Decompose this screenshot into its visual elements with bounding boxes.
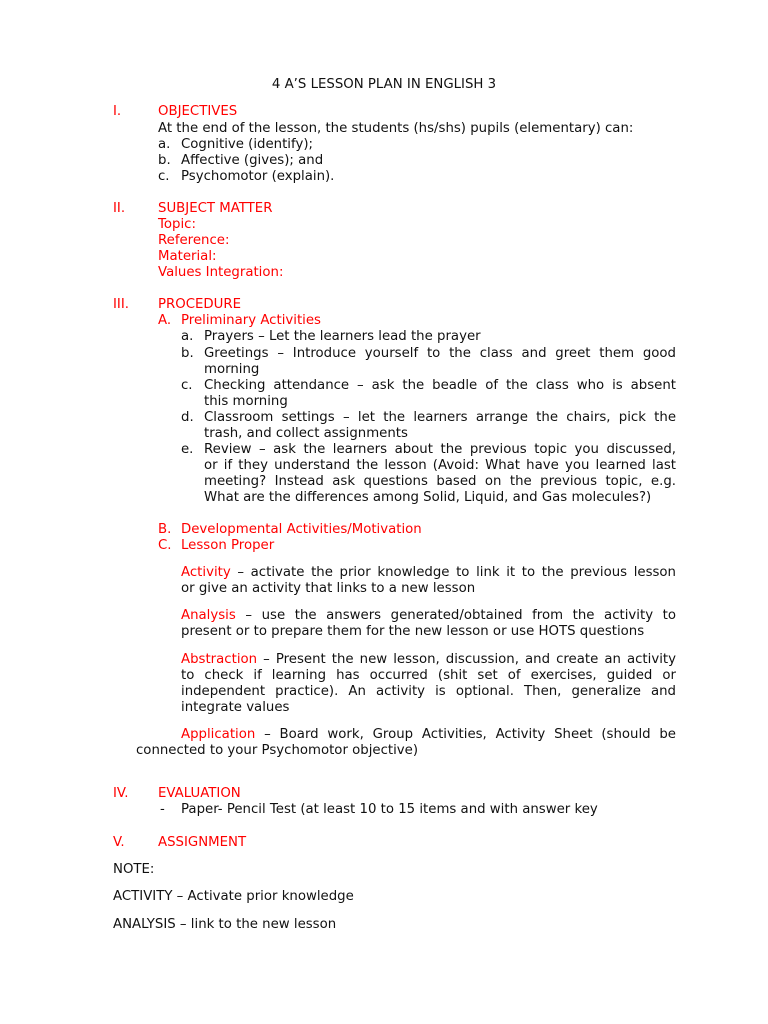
lesson-paragraph-application: [181, 727, 676, 743]
lesson-paragraph-activity: [181, 565, 676, 581]
lesson-paragraph-analysis: [181, 608, 676, 624]
section-number-assignment: V.: [113, 835, 125, 850]
activity-marker: c.: [181, 378, 193, 393]
activity-marker: d.: [181, 410, 194, 425]
subsection-marker: C.: [158, 538, 172, 553]
objective-item: Cognitive (identify);: [181, 137, 313, 152]
objective-marker: b.: [158, 153, 171, 168]
subsection-developmental-activities: Developmental Activities/Motivation: [181, 522, 422, 537]
section-heading-assignment: ASSIGNMENT: [158, 835, 247, 850]
document-title: 4 A’S LESSON PLAN IN ENGLISH 3: [271, 77, 497, 92]
activity-line: What are the differences among Solid, Liquid, and Gas molecules?): [204, 490, 652, 505]
paragraph-line: integrate values: [181, 700, 290, 715]
section-heading-objectives: OBJECTIVES: [158, 104, 238, 119]
paragraph-text: – Board work, Group Activities, Activity Sheet (should be: [255, 727, 676, 742]
evaluation-item: Paper- Pencil Test (at least 10 to 15 items and with answer key: [181, 802, 598, 817]
objective-item: Psychomotor (explain).: [181, 169, 335, 184]
activity-line: Checking attendance – ask the beadle of the class who is absent: [204, 378, 676, 393]
term-abstraction: Abstraction: [181, 652, 258, 667]
section-number-objectives: I.: [113, 104, 122, 119]
subsection-marker: A.: [158, 313, 172, 328]
term-analysis: Analysis: [181, 608, 236, 623]
lesson-paragraph-abstraction: [181, 652, 676, 668]
note-line: ACTIVITY – Activate prior knowledge: [113, 889, 354, 904]
objective-item: Affective (gives); and: [181, 153, 324, 168]
activity-marker: a.: [181, 329, 194, 344]
section-heading-evaluation: EVALUATION: [158, 786, 241, 801]
activity-line: meeting? Instead ask questions based on the previous topic, e.g.: [204, 474, 676, 489]
subject-field-material: Material:: [158, 249, 217, 264]
objective-marker: c.: [158, 169, 170, 184]
section-heading-procedure: PROCEDURE: [158, 297, 242, 312]
paragraph-line: connected to your Psychomotor objective): [136, 743, 419, 758]
section-number-subject-matter: II.: [113, 201, 126, 216]
activity-line: trash, and collect assignments: [204, 426, 408, 441]
section-heading-subject-matter: SUBJECT MATTER: [158, 201, 273, 216]
paragraph-line: independent practice). An activity is optional. Then, generalize and: [181, 684, 676, 699]
subject-field-topic: Topic:: [158, 217, 196, 232]
paragraph-line: or give an activity that links to a new lesson: [181, 581, 476, 596]
paragraph-text: – Present the new lesson, discussion, and create an activity: [257, 652, 676, 667]
activity-line: or if they understand the lesson (Avoid: What have you learned last: [204, 458, 676, 473]
activity-line: Classroom settings – let the learners arrange the chairs, pick the: [204, 410, 676, 425]
note-line: ANALYSIS – link to the new lesson: [113, 917, 337, 932]
subject-field-reference: Reference:: [158, 233, 230, 248]
paragraph-line: present or to prepare them for the new lesson or use HOTS questions: [181, 624, 645, 639]
activity-line: Greetings – Introduce yourself to the class and greet them good: [204, 346, 676, 361]
section-number-evaluation: IV.: [113, 786, 129, 801]
objectives-intro: At the end of the lesson, the students (hs/shs) pupils (elementary) can:: [158, 121, 634, 136]
activity-line: Review – ask the learners about the previous topic you discussed,: [204, 442, 676, 457]
term-activity: Activity: [181, 565, 231, 580]
section-number-procedure: III.: [113, 297, 129, 312]
paragraph-text: – use the answers generated/obtained from the activity to: [235, 608, 676, 623]
evaluation-bullet: -: [160, 802, 165, 817]
activity-marker: b.: [181, 346, 194, 361]
note-label: NOTE:: [113, 862, 155, 877]
activity-line: this morning: [204, 394, 288, 409]
activity-line: Prayers – Let the learners lead the prayer: [204, 329, 481, 344]
activity-line: morning: [204, 362, 260, 377]
paragraph-line: to check if learning has occurred (shit set of exercises, guided or: [181, 668, 676, 683]
paragraph-text: – activate the prior knowledge to link it to the previous lesson: [230, 565, 676, 580]
subsection-preliminary-activities: Preliminary Activities: [181, 313, 321, 328]
activity-marker: e.: [181, 442, 194, 457]
subject-field-values-integration: Values Integration:: [158, 265, 284, 280]
subsection-marker: B.: [158, 522, 172, 537]
objective-marker: a.: [158, 137, 171, 152]
subsection-lesson-proper: Lesson Proper: [181, 538, 275, 553]
term-application: Application: [181, 727, 256, 742]
